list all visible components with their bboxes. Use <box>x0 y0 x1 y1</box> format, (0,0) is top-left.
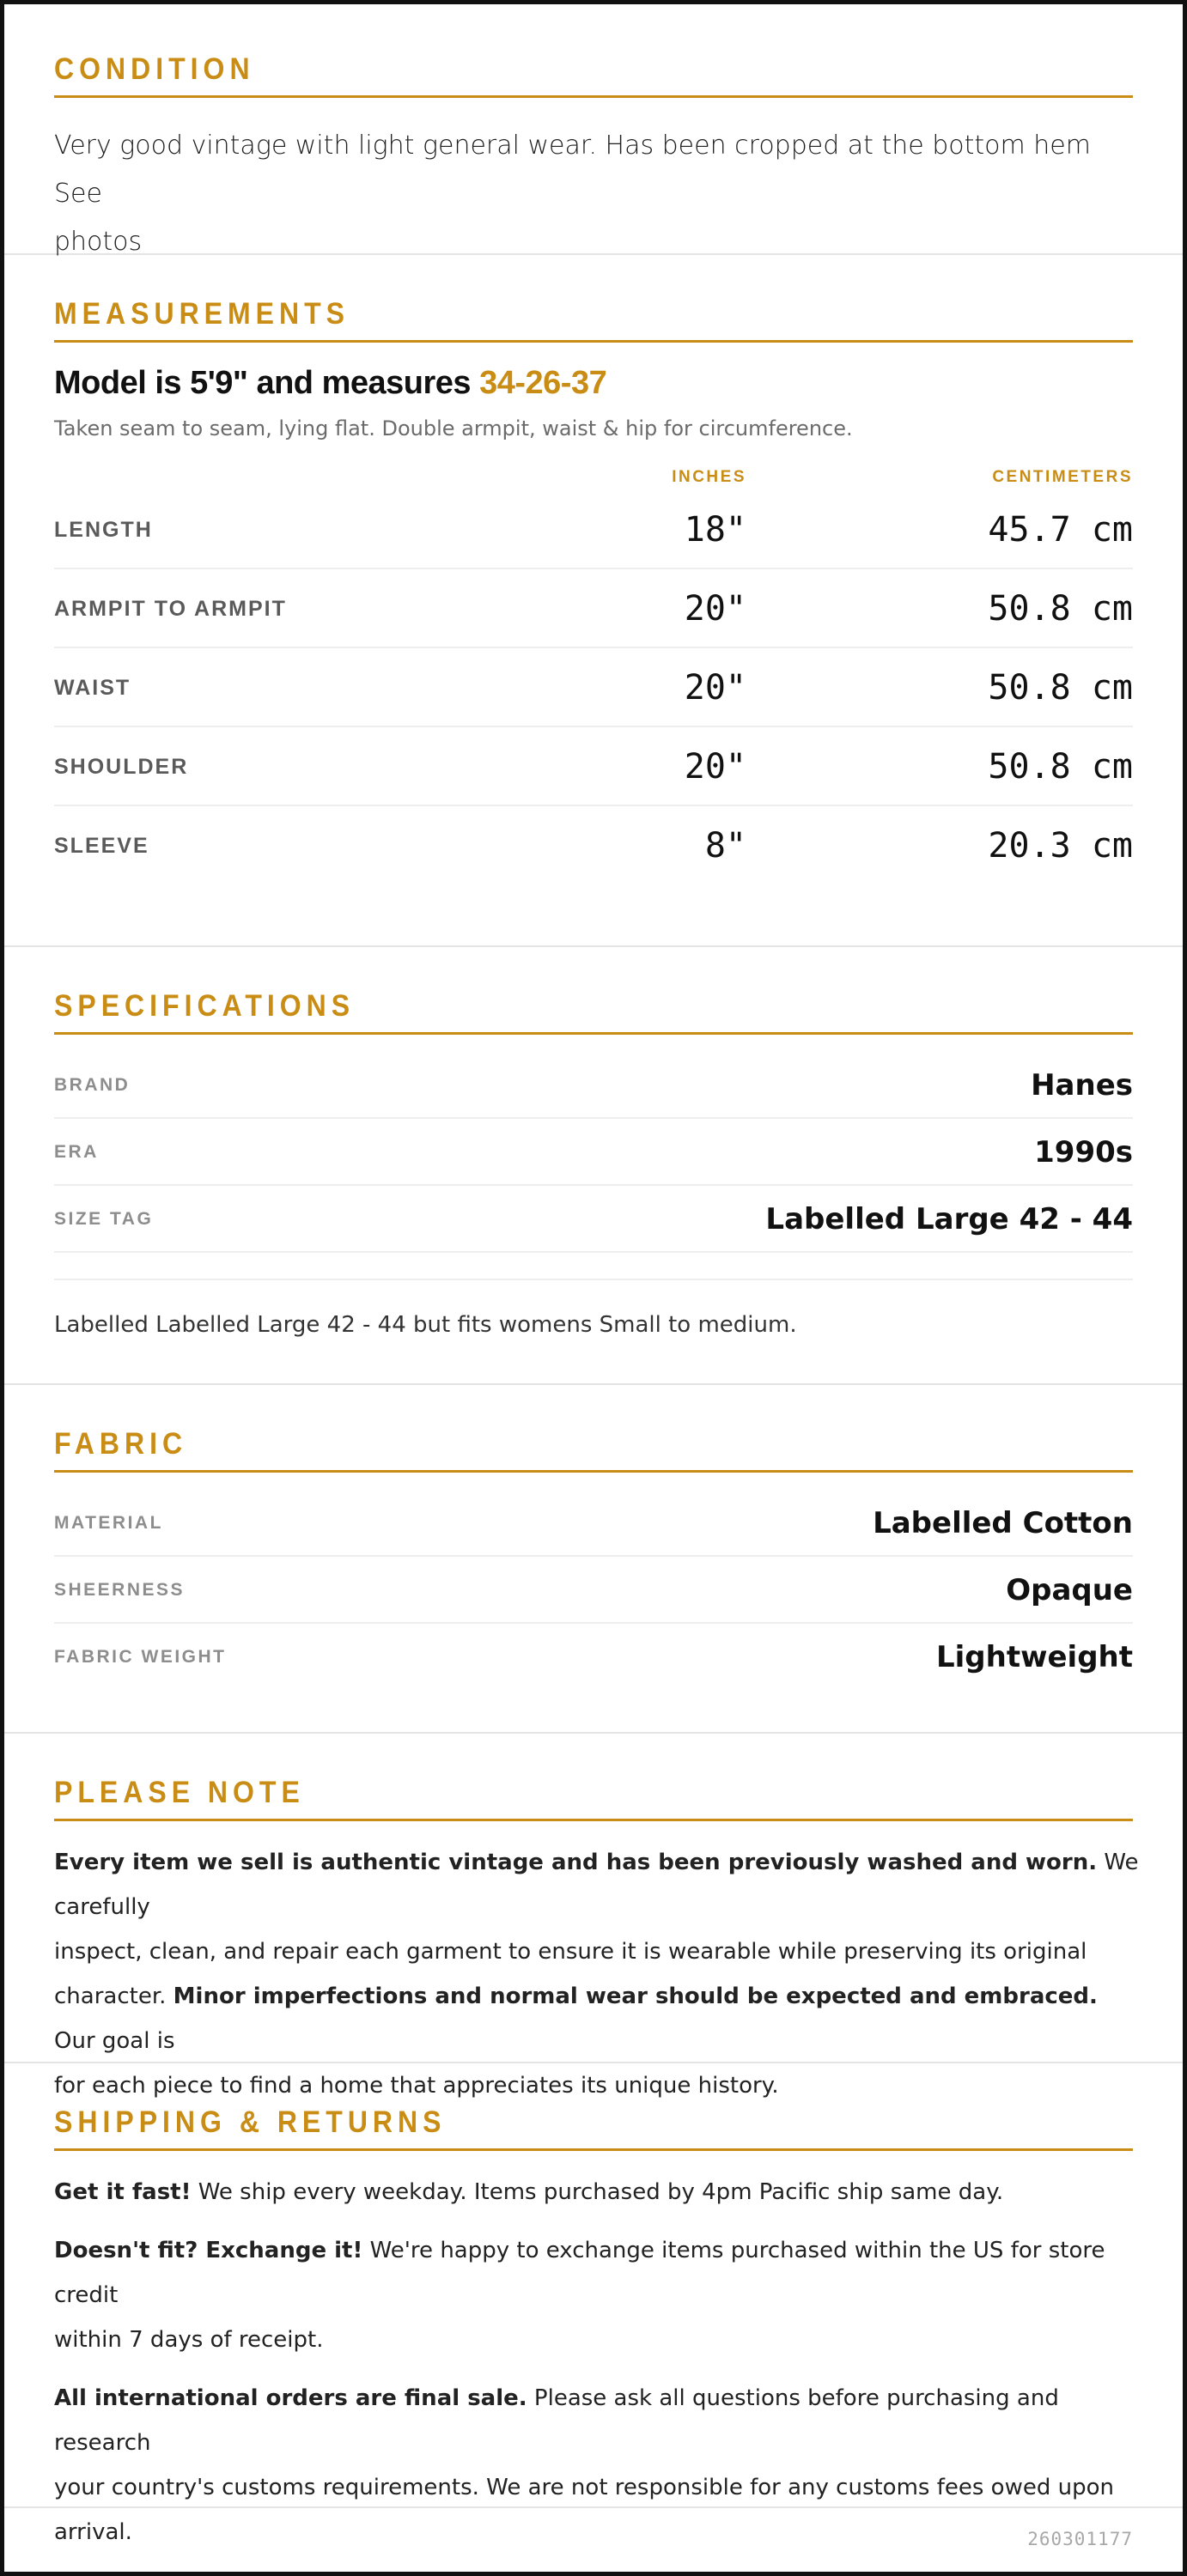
measurement-centimeters: 20.3 cm <box>988 826 1133 866</box>
measurement-centimeters: 50.8 cm <box>988 668 1133 708</box>
measurement-inches: 20" <box>684 668 746 708</box>
measurement-centimeters: 50.8 cm <box>988 589 1133 629</box>
spec-label: SIZE TAG <box>54 1209 154 1229</box>
measurement-inches: 8" <box>704 826 746 866</box>
measurements-note: Taken seam to seam, lying flat. Double armpit, waist & hip for circumference. <box>54 416 853 440</box>
shipping-fast: Get it fast! We ship every weekday. Items purchased by 4pm Pacific ship same day. <box>54 2179 1004 2205</box>
measurement-label: ARMPIT TO ARMPIT <box>54 597 287 621</box>
measurement-inches: 20" <box>684 589 746 629</box>
measurement-row-sleeve <box>54 806 1133 885</box>
spec-value: 1990s <box>1034 1135 1133 1170</box>
column-header-inches: INCHES <box>672 468 746 486</box>
shipping-international: All international orders are final sale. Please ask all questions before purchasing and research your country's customs requirements. We are not responsible for any customs fees owed upon arrival. <box>54 2385 1114 2545</box>
please-note-heading: PLEASE NOTE <box>54 1775 1133 1821</box>
fabric-row-material <box>54 1490 1133 1557</box>
specifications-heading: SPECIFICATIONS <box>54 988 1133 1035</box>
spec-label: BRAND <box>54 1075 131 1095</box>
spec-row-brand <box>54 1052 1133 1119</box>
spec-divider <box>54 1279 1133 1280</box>
measurement-row-shoulder <box>54 727 1133 806</box>
measurement-label: LENGTH <box>54 518 153 542</box>
product-sku: 260301177 <box>1027 2529 1133 2549</box>
fabric-label: SHEERNESS <box>54 1580 186 1600</box>
measurement-label: SLEEVE <box>54 834 149 858</box>
shipping-heading: SHIPPING & RETURNS <box>54 2105 1133 2151</box>
model-measurements: Model is 5'9" and measures 34-26-37 <box>54 365 607 401</box>
measurement-label: WAIST <box>54 676 131 700</box>
spec-value: Labelled Large 42 - 44 <box>765 1202 1133 1236</box>
model-measures-value: 34-26-37 <box>479 365 607 401</box>
fabric-row-sheerness <box>54 1557 1133 1624</box>
shipping-exchange: Doesn't fit? Exchange it! We're happy to exchange items purchased within the US for store credit within 7 days of receipt. <box>54 2238 1105 2353</box>
condition-text: Very good vintage with light general wear. Has been cropped at the bottom hem See photos <box>54 131 1091 257</box>
spec-label: ERA <box>54 1142 99 1162</box>
spec-note: Labelled Labelled Large 42 - 44 but fits womens Small to medium. <box>54 1312 797 1338</box>
please-note-section <box>4 1734 1183 2099</box>
fabric-value: Lightweight <box>935 1640 1133 1674</box>
measurement-row-waist <box>54 648 1133 727</box>
measurements-section <box>4 255 1183 947</box>
measurement-row-length <box>54 490 1133 569</box>
measurement-row-armpit <box>54 569 1133 648</box>
spec-value: Hanes <box>1031 1068 1133 1103</box>
spec-row-era <box>54 1119 1133 1186</box>
fabric-value: Opaque <box>1006 1573 1133 1607</box>
measurement-label: SHOULDER <box>54 755 189 779</box>
fabric-heading: FABRIC <box>54 1426 1133 1473</box>
please-note-text: Every item we sell is authentic vintage and has been previously washed and worn. We carefully inspect, clean, and repair each garment to ensure it is wearable while preserving its original character. Minor imperfections and normal wear should be expected and embraced. Our goal is for each piece to find a home that appreciates its unique history. <box>54 1850 1139 2099</box>
fabric-label: MATERIAL <box>54 1513 163 1533</box>
measurement-centimeters: 45.7 cm <box>988 510 1133 550</box>
fabric-section <box>4 1385 1183 1734</box>
measurements-heading: MEASUREMENTS <box>54 296 1133 343</box>
column-header-centimeters: CENTIMETERS <box>992 468 1133 486</box>
shipping-text <box>54 2170 1141 2555</box>
fabric-label: FABRIC WEIGHT <box>54 1647 227 1667</box>
measurement-inches: 18" <box>684 510 746 550</box>
fabric-value: Labelled Cotton <box>873 1506 1133 1540</box>
spec-row-size-tag <box>54 1186 1133 1253</box>
measurement-centimeters: 50.8 cm <box>988 747 1133 787</box>
fabric-row-weight <box>54 1624 1133 1691</box>
specifications-section <box>4 947 1183 1385</box>
condition-section <box>4 4 1183 255</box>
condition-heading: CONDITION <box>54 52 1133 98</box>
measurement-inches: 20" <box>684 747 746 787</box>
